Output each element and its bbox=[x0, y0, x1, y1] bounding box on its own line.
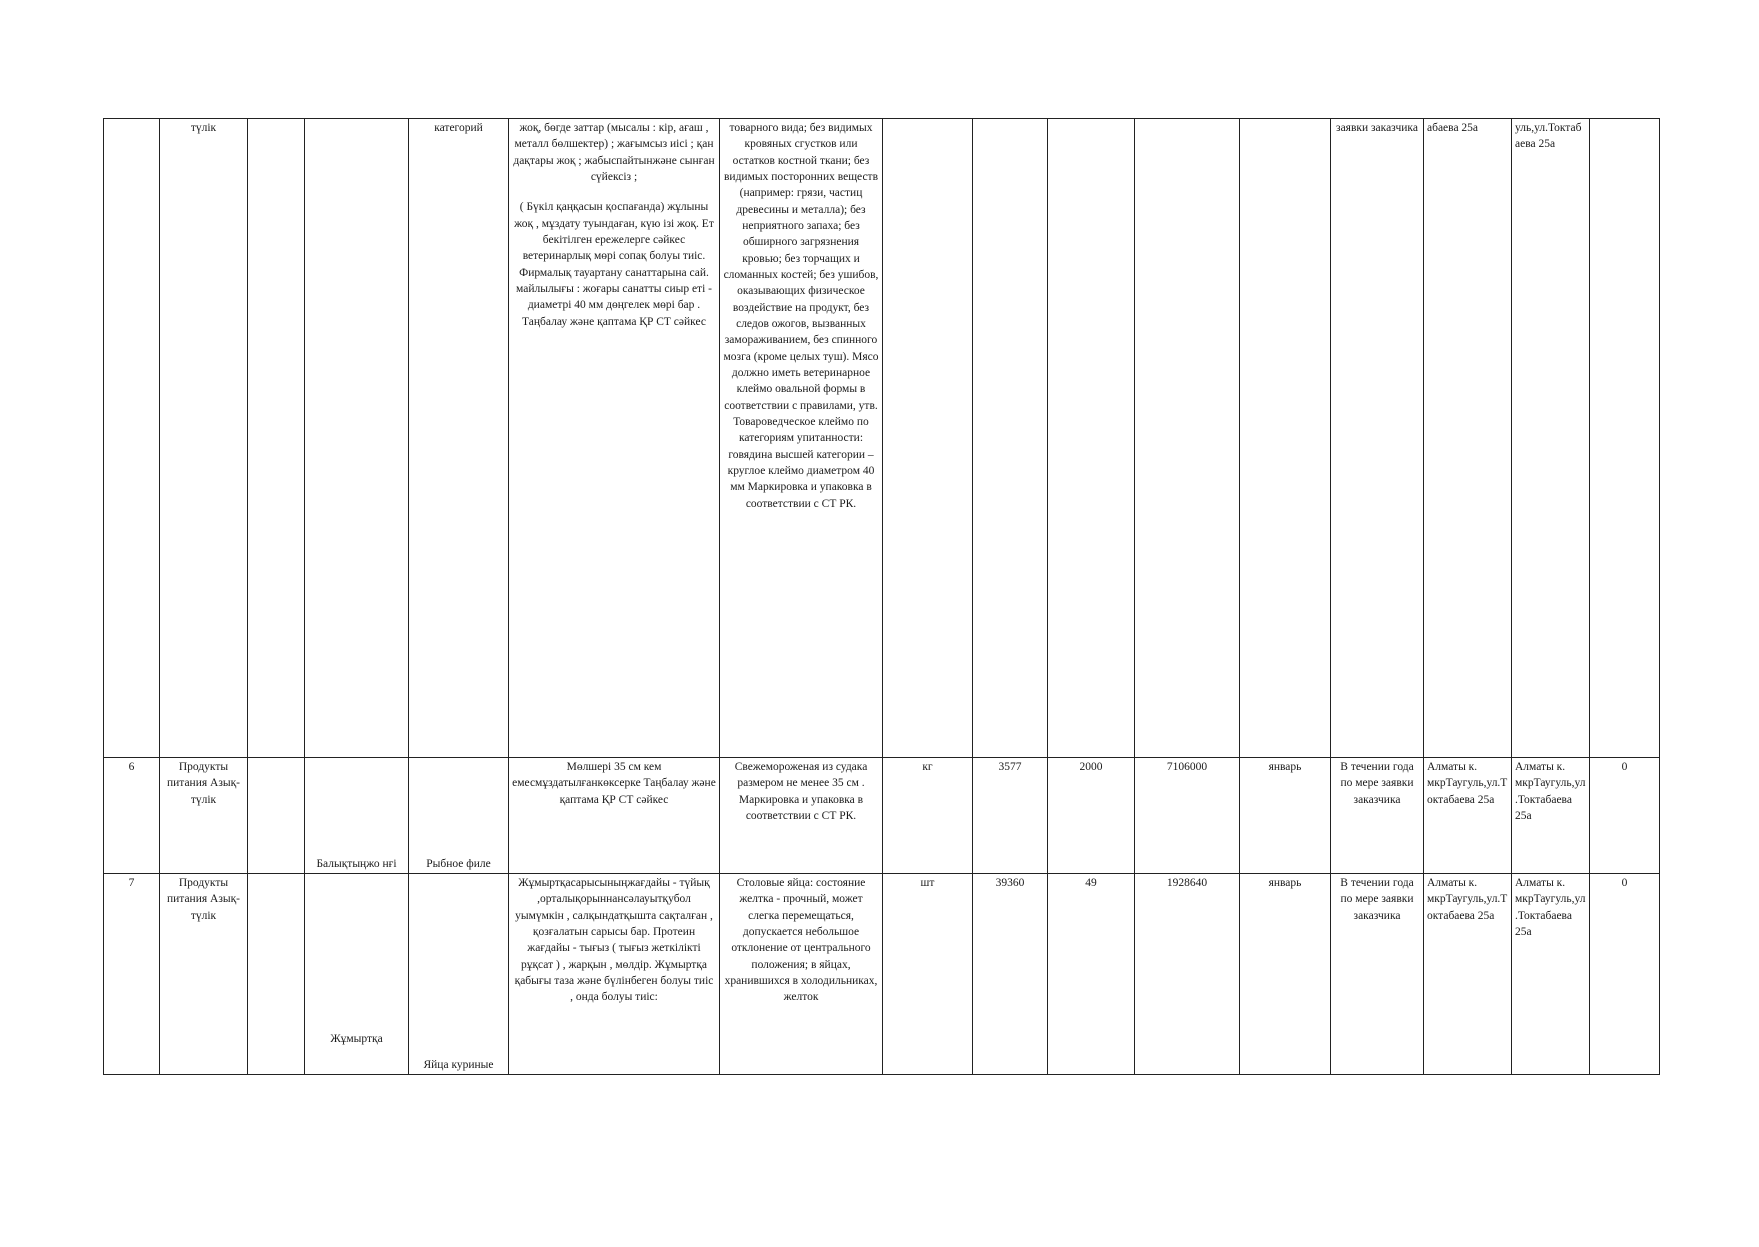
spec-ru: товарного вида; без видимых кровяных сгустков или остатков костной ткани; без видимых посторонних веществ (например: грязи, частиц древесины и металла); без неприятного запаха; без обширного загрязнения кровью; без торчащих и сломанных костей; без ушибов, оказывающих физическое воздействие на продукт, без следов ожогов, вызванных замораживанием, без спинного мозга (кроме целых туш). Мясо должно иметь ветеринарное клеймо овальной формы в соответствии с правилами, утв. Товароведческое клеймо по категориям упитанности: говядина высшей категории – круглое клеймо диаметром 40 мм Маркировка и упаковка в соответствии с СТ РК. bbox=[720, 119, 883, 758]
table-row bbox=[104, 874, 1660, 1075]
advance-percent: 0 bbox=[1590, 874, 1660, 1075]
delivery-term: заявки заказчика bbox=[1331, 119, 1424, 758]
spec-kz-para: ( Бүкіл қаңқасын қоспағанда) жұлыны жоқ , мұздату туындаған, күю ізі жоқ. Ет бекітілген ережелерге сәйкес ветеринарлық мөрі сопақ болуы тиіс. Фирмалық тауартану санаттарына сай. майлылығы : жоғары санатты сиыр еті - диаметрі 40 мм дөңгелек мөрі бар . Таңбалау және қаптама ҚР СТ сәйкес bbox=[514, 201, 714, 328]
delivery-address: Алматы к. мкрТаугуль,ул.Токтабаева 25а bbox=[1424, 758, 1512, 874]
sum: 7106000 bbox=[1135, 758, 1240, 874]
price: 2000 bbox=[1048, 758, 1135, 874]
item-name-ru: Рыбное филе bbox=[409, 758, 509, 874]
delivery-term: В течении года по мере заявки заказчика bbox=[1331, 874, 1424, 1075]
item-name-kz: Жұмыртқа bbox=[305, 874, 409, 1075]
quantity: 39360 bbox=[973, 874, 1048, 1075]
spec-kz bbox=[509, 874, 720, 1075]
price: 49 bbox=[1048, 874, 1135, 1075]
spec-kz-para: Мөлшері 35 см кем емесмұздатылғанкөксерке Таңбалау және қаптама ҚР СТ сәйкес bbox=[512, 761, 716, 806]
spec-ru: Свежемороженая из судака размером не менее 35 см . Маркировка и упаковка в соответствии с СТ РК. bbox=[720, 758, 883, 874]
item-name-kz: Балықтыңжо нғі bbox=[305, 758, 409, 874]
sum bbox=[1135, 119, 1240, 758]
empty-cell bbox=[248, 874, 305, 1075]
sum: 1928640 bbox=[1135, 874, 1240, 1075]
month: январь bbox=[1240, 758, 1331, 874]
delivery-place: Алматы к. мкрТаугуль,ул.Токтабаева 25а bbox=[1512, 758, 1590, 874]
month bbox=[1240, 119, 1331, 758]
delivery-place: Алматы к. мкрТаугуль,ул.Токтабаева 25а bbox=[1512, 874, 1590, 1075]
quantity bbox=[973, 119, 1048, 758]
spec-kz bbox=[509, 758, 720, 874]
delivery-place: уль,ул.Токтабаева 25а bbox=[1512, 119, 1590, 758]
item-name-ru: Яйца куриные bbox=[409, 874, 509, 1075]
table-row bbox=[104, 119, 1660, 758]
unit: кг bbox=[883, 758, 973, 874]
empty-cell bbox=[248, 119, 305, 758]
advance-percent: 0 bbox=[1590, 758, 1660, 874]
row-number: 6 bbox=[104, 758, 160, 874]
category-name: түлік bbox=[160, 119, 248, 758]
delivery-address: абаева 25а bbox=[1424, 119, 1512, 758]
procurement-table bbox=[103, 118, 1660, 1075]
item-name-kz bbox=[305, 119, 409, 758]
unit bbox=[883, 119, 973, 758]
month: январь bbox=[1240, 874, 1331, 1075]
category-name: Продукты питания Азық-түлік bbox=[160, 758, 248, 874]
delivery-address: Алматы к. мкрТаугуль,ул.Токтабаева 25а bbox=[1424, 874, 1512, 1075]
spec-ru: Столовые яйца: состояние желтка - прочный, может слегка перемещаться, допускается небольшое отклонение от центрального положения; в яйцах, хранившихся в холодильниках, желток bbox=[720, 874, 883, 1075]
item-name-ru: категорий bbox=[409, 119, 509, 758]
table-row bbox=[104, 758, 1660, 874]
spec-kz bbox=[509, 119, 720, 758]
advance-percent bbox=[1590, 119, 1660, 758]
empty-cell bbox=[248, 758, 305, 874]
price bbox=[1048, 119, 1135, 758]
spec-kz-para: Жұмыртқасарысыныңжағдайы - түйық ,орталықорыннансәлауытқубол уымүмкін , салқындатқышта сақталған , қозғалатын сарысы бар. Протеин жағдайы - тығыз ( тығыз жеткілікті рұқсат ) , жарқын , мөлдір. Жұмыртқа қабығы таза және бүлінбеген болуы тиіс , онда болуы тиіс: bbox=[514, 877, 714, 1004]
unit: шт bbox=[883, 874, 973, 1075]
row-number: 7 bbox=[104, 874, 160, 1075]
spec-kz-para: жоқ, бөгде заттар (мысалы : кір, ағаш , металл бөлшектер) ; жағымсыз иісі ; қан дақтары жоқ ; жабыспайтынжәне сынған сүйексіз ; bbox=[513, 122, 715, 183]
row-number bbox=[104, 119, 160, 758]
delivery-term: В течении года по мере заявки заказчика bbox=[1331, 758, 1424, 874]
category-name: Продукты питания Азық-түлік bbox=[160, 874, 248, 1075]
quantity: 3577 bbox=[973, 758, 1048, 874]
